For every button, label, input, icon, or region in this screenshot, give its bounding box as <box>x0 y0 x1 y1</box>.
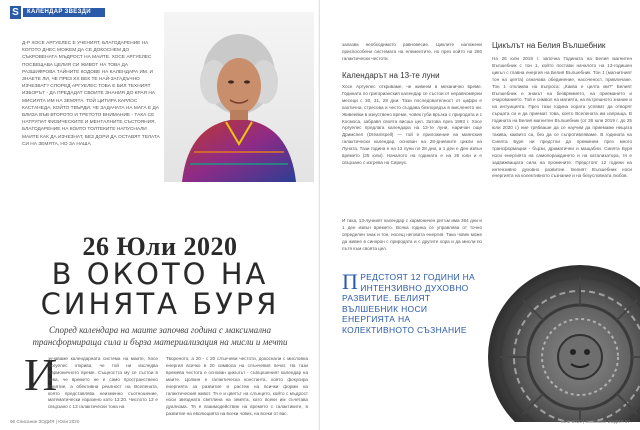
portrait-photo-jose-arguelles <box>164 12 314 182</box>
subhead-white-wizard: Цикълът на Белия Вълшебник <box>492 41 606 50</box>
body-column-1: зучаваме календарната система на маите, Хосе Аргуелес открива, че той ни изследва Хармоничното време. Същността му се състои в това, че времето не е само пространствено понятие, а обективна реалност на Вселената, която представлява неизменно съотношение, математически изразено като 13:20. Числото 13 е свързано с 13 галактически тона на <box>48 356 158 410</box>
left-folio: 96 Списание ЗОДИЯ | Юли 2020 <box>10 419 80 424</box>
headline-line-3: СИНЯТА БУРЯ <box>40 287 280 321</box>
right-folio: Юли 2020 | Списание ЗОДИЯ 97 <box>560 419 630 424</box>
right-page <box>320 0 640 430</box>
aztec-calendar-stone <box>485 262 640 422</box>
section-label: КАЛЕНДАР ЗВЕЗДИ <box>23 8 105 17</box>
intro-paragraph: Д-Р ХОСЕ АРГУЕЛЕС Е УЧЕНИЯТ, БЛАГОДАРЕНИЕ НА КОГОТО ДНЕС МОЖЕМ ДА СЕ ДОКОСНЕМ ДО СЪКРОВЕНАТА МЪДРОСТ НА МАИТЕ. ХОСЕ АРГУЕЛЕС ПОСВЕЩАВА ЦЕЛИЯ СИ ЖИВОТ НА ТОВА ДА РАЗШИФРОВА ТАЙНИТЕ КОДОВЕ НА КАЛЕНДАРА ИМ. И ЗНАЕТЕ ЛИ, ЧЕ ПРЕЗ XX ВЕК ТЕ НАЙ-ЗАГАДЪЧНО ИЗЧЕЗВАТ? СПОРЕД АРГУЕЛЕС ТОВА Е БИЛ ТЕХНИЯТ ИЗБОРЪТ - ДА ПРЕДАДАТ СВОИТЕ ЗНАНИЯ ДО КРАЯ НА МИСИЯТА ИМ НА ЗЕМЯТА. ТОЙ ЦИТИРА КАРЛОС КАСТАНЕДА, КОЙТО ТВЪРДИ, ЧЕ ЗАДАЧАТА НА МАГА Е ДА ВЛИЗА ВЪВ ВТОРОТО И ТРЕТОТО ВНИМАНИЕ - ТАКА СЕ НАТРУПАТ ФИЗИЧЕСКИТЕ И МЕНТАЛНИТЕ СЪСТОЯНИЯ, БЛАГОДАРЕНИЕ НА КОИТО ТОЛТЕКИТЕ НАПУСНАЛИ МАИТЕ КАК ДА ИЗЧЕЗНАТ, БЕЗ ДОРИ ДА ОСТАВЯТ ТЕЛАТА СИ НА ЗЕМЯТА, НО ЗА НАША <box>22 41 160 147</box>
pull-quote <box>342 269 482 335</box>
subhead-13-moons: Календарът на 13-те луни <box>342 71 440 80</box>
drop-cap: И <box>24 349 58 400</box>
right-col1-body: Хосе Аргуелес откриваме, че живеем в механично време. Годината по григорианския календар се състои от неравномерни месеци с 30, 31, 28 дни. Тази последователност от цифри е хаотична, стресова и често създава безпорядък в мисленето ни. Живеейки в изкуствено време, човек губи връзка с природата и с Космоса, забравя своята висша цел. Затова през 1993 г. Хосе Аргуелес предлага календара на 13-те луни, наричан още Дримспел (Dreamspell) — той е приложение на маянския галактически календар, основан на 28-дневните цикли на Луната. Тази година е на 13 луни по 28 дни, а 1 ден е Ден извън времето (25 юли). Началото на годината е на 26 юли и е свързано с изгрева на Сириус. <box>342 84 482 165</box>
aztec-calendar-stone-image <box>485 262 640 422</box>
right-col1-body-2: И така, 13-лунният календар с хармоничен ритъм има 364 дни и 1 ден извън времето. Всяка година се управлява от точно определен знак и тон, носещ неговата енергия. Така човек може да живее в синхрон с природата и с другите хора и да мисли по пътя към своята цел. <box>342 218 482 251</box>
subtitle: Според календара на маите започва година с максимална трансформираща сила и бърза материализация на мисли и мечти <box>32 325 288 347</box>
pull-quote-initial: П <box>342 269 359 294</box>
section-letter: S <box>10 6 21 19</box>
headline-date: 26 Юли 2020 <box>82 232 238 261</box>
portrait-photo <box>164 12 314 182</box>
right-col1-top-text: запазва необходимото равновесие. Циклите наложени приспособени системата на елементите, но през който на 260 галактически честоти. <box>342 42 482 61</box>
headline-line-2: В ОКОТО НА <box>51 257 269 291</box>
section-tag <box>10 6 105 19</box>
right-col2-body: На 26 юли 2019 г. започна Годината на Белия магнитен Вълшебник с тон 1, който постави началото на 13-годишен цикъл с главна енергия на Белия Вълшебник. Тон 1 (магнитният тон на целта) означава обединение, насоченост, привличане. Тон 1 откликва на въпроса: „Каква е целта ми?“ Белият Вълшебник е знакът на безвремието, на приемането и очарованието. Той е символ на магията, на вътрешното знание и на интуицията. През тази година хората успяват да отворят сърцата си и да приемат това, което Вселената им изпраща. В годината на Белия магнитен Вълшебник (от 26 юли 2019 г. до 25 юли 2020 г.) ние трябваше да се научим да приемаме нещата такива, каквито са, без да се съпротивляваме. В годината на Синята Буря ни предстои да преминем през много трансформации - бързи, драматични и мащабни. Синята Буря носи енергията на самопораждането и на катализатора, тя е задвижващата сила на промените. Предстоят 12 години на интензивно духовно развитие. Белият Вълшебник носи енергията на колективното съзнание и на безусловната любов. <box>492 56 632 179</box>
pull-quote-text: РЕДСТОЯТ 12 ГОДИНИ НА ИНТЕНЗИВНО ДУХОВНО РАЗВИТИЕ. БЕЛИЯТ ВЪЛШЕБНИК НОСИ ЕНЕРГИЯТА НА КОЛЕКТИВНОТО СЪЗНАНИЕ <box>342 272 476 335</box>
body-column-2: Твореното, а 20 - с 20 слънчеви честоти, докоснали с мисловна енергия всичко в 20 символа на слънчевия печат. На тази времева честота е основан цикълът - съвършеният календар на маите. Цолкин е галактическа константа, която фокусира енергията за развитие и растеж на всички форми на галактическия живот. Тя е и цветът на слънцето, който с мъдрост носи звездната светлина на земята, като всеки им съчетава дуализма. Тя е взаимодействие на времето с галактиките, в развитие на еволюцията на всеки човек, на всеки от вас. <box>166 356 308 417</box>
